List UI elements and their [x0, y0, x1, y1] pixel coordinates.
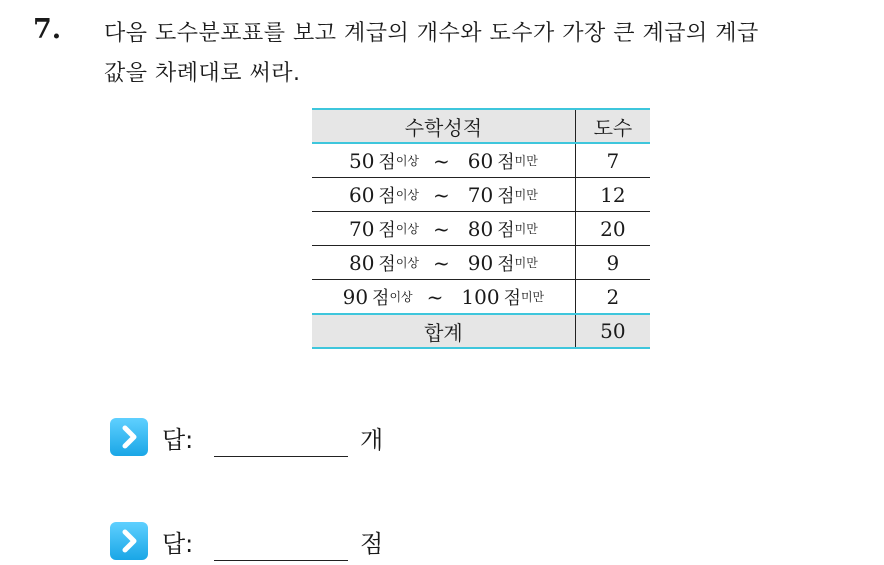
frequency-value: 2 — [606, 284, 620, 309]
table-header-row — [312, 109, 650, 143]
range-sup-to: 미만 — [520, 289, 545, 304]
chevron-right-icon — [110, 522, 148, 560]
range-from: 70 — [348, 216, 375, 241]
range-tilde: ~ — [433, 216, 450, 241]
question-number: 7. — [33, 14, 62, 45]
table-row — [312, 212, 650, 246]
range-sup-from: 이상 — [395, 221, 419, 236]
range-tilde: ~ — [426, 284, 444, 309]
range-tilde: ~ — [433, 148, 450, 173]
range-from: 80 — [348, 250, 375, 275]
table-total-row — [312, 314, 650, 348]
answer-blank[interactable] — [214, 560, 348, 561]
range-sup-from: 이상 — [395, 255, 419, 270]
score-range — [312, 246, 575, 280]
answer-blank[interactable] — [214, 456, 348, 457]
score-range — [312, 143, 575, 178]
range-unit: 점 — [378, 151, 396, 173]
answer-label: 답: — [162, 425, 194, 454]
frequency-value: 7 — [575, 143, 650, 178]
range-sup-to: 미만 — [514, 153, 538, 168]
answer-unit: 개 — [360, 426, 384, 454]
range-sup-from: 이상 — [395, 153, 419, 168]
answer-label: 답: — [162, 529, 194, 558]
answer-unit: 점 — [360, 530, 384, 558]
answer-line-1 — [110, 418, 384, 456]
question-text-line1: 다음 도수분포표를 보고 계급의 개수와 도수가 가장 큰 계급의 계급 — [104, 21, 759, 46]
range-to: 100 — [461, 284, 500, 309]
range-sup-from: 이상 — [395, 187, 419, 202]
frequency-table — [312, 108, 650, 349]
range-unit: 점 — [497, 253, 515, 275]
score-range — [312, 178, 575, 212]
range-from: 50 — [348, 148, 375, 173]
range-unit: 점 — [497, 185, 515, 207]
range-unit: 점 — [497, 219, 515, 241]
table-row — [312, 246, 650, 280]
range-unit: 점 — [372, 287, 390, 309]
range-unit: 점 — [378, 253, 396, 275]
header-score: 수학성적 — [312, 109, 575, 143]
frequency-value: 9 — [575, 246, 650, 280]
range-to: 70 — [467, 182, 494, 207]
range-unit: 점 — [503, 287, 521, 309]
question-text — [104, 14, 874, 94]
range-to: 80 — [467, 216, 494, 241]
table-row — [312, 143, 650, 178]
range-tilde: ~ — [433, 250, 450, 275]
chevron-right-icon — [110, 418, 148, 456]
frequency-value: 12 — [575, 178, 650, 212]
range-to: 60 — [467, 148, 494, 173]
score-range — [312, 280, 575, 315]
total-value: 50 — [575, 314, 650, 348]
range-sup-to: 미만 — [514, 221, 538, 236]
range-sup-to: 미만 — [514, 255, 538, 270]
range-from: 60 — [348, 182, 375, 207]
answer-line-2 — [110, 522, 384, 560]
question-text-line2: 값을 차례대로 써라. — [104, 61, 301, 86]
header-frequency: 도수 — [575, 109, 650, 143]
range-to: 90 — [467, 250, 494, 275]
table-row — [312, 178, 650, 212]
range-sup-to: 미만 — [514, 187, 538, 202]
table-row — [312, 280, 650, 315]
range-sup-from: 이상 — [389, 289, 413, 304]
range-unit: 점 — [497, 151, 515, 173]
total-label: 합계 — [312, 314, 575, 348]
range-unit: 점 — [378, 219, 396, 241]
score-range — [312, 212, 575, 246]
range-unit: 점 — [378, 185, 396, 207]
frequency-value: 20 — [575, 212, 650, 246]
range-from: 90 — [342, 284, 369, 309]
range-tilde: ~ — [433, 182, 450, 207]
